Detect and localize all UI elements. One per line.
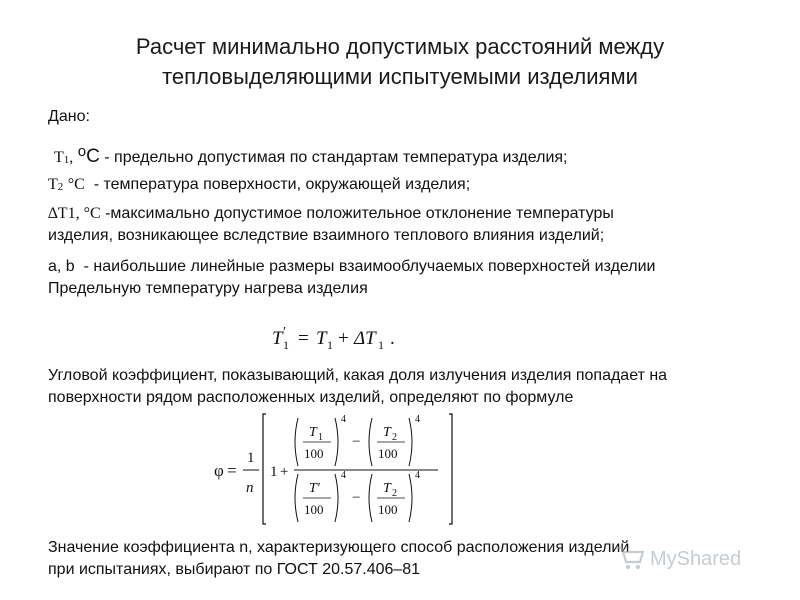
coef-text-1: Значение коэффициента n, характеризующего способ расположения изделий <box>48 539 630 556</box>
limit-temp-text: Предельную температуру нагрева изделия <box>48 280 368 297</box>
t1-unit-degree: o <box>77 143 87 160</box>
f1-lhs: T <box>272 328 283 349</box>
coef-text-2: при испытаниях, выбирают по ГОСТ 20.57.406–81 <box>48 561 421 578</box>
f2-num-t1-sub: 1 <box>318 432 323 443</box>
dt1-symbol: ∆T1, °C <box>48 205 101 222</box>
item-dt1-cont: изделия, возникающее вследствие взаимного теплового влияния изделий; <box>48 227 605 244</box>
watermark-logo <box>612 540 762 576</box>
f2-den-tp: T′ <box>309 481 320 496</box>
formula-limit-temperature <box>272 322 412 356</box>
f2-den-t2-sub: 2 <box>392 488 397 499</box>
f2-num-100b: 100 <box>378 446 398 461</box>
slide-title <box>0 32 800 92</box>
f2-phi: φ <box>214 461 224 480</box>
f2-plus: + <box>280 464 289 480</box>
f1-dot: . <box>390 328 395 349</box>
t2-symbol: T <box>48 176 58 193</box>
f1-delta: ΔT <box>354 328 376 349</box>
t2-desc: - температура поверхности, окружающей изделия; <box>93 176 471 193</box>
angular-text-1: Угловой коэффициент, показывающий, какая доля излучения изделия попадает на <box>48 367 668 384</box>
f1-delta-sub: 1 <box>378 338 384 352</box>
item-dt1 <box>48 203 614 225</box>
t2-unit: °C <box>67 176 85 193</box>
f1-t: T <box>316 328 327 349</box>
f2-num-t2-sub: 2 <box>392 432 397 443</box>
watermark-text: MyShared <box>650 548 742 570</box>
item-t1 <box>54 141 568 171</box>
t1-sub: 1 <box>63 154 70 166</box>
given-label: Дано: <box>48 108 90 125</box>
f2-num-t2: T <box>383 425 391 440</box>
t1-unit-c: C <box>86 146 100 167</box>
dt1-desc: -максимально допустимое положительное отклонение температуры <box>105 205 614 222</box>
f2-den-pow-b: 4 <box>415 470 420 481</box>
ab-symbol: a, b <box>48 258 75 275</box>
title-line-2: тепловыделяющими испытуемыми изделиями <box>162 64 638 89</box>
f2-num-pow-b: 4 <box>415 414 420 425</box>
item-t2 <box>48 174 470 198</box>
item-ab <box>48 256 656 278</box>
f1-plus: + <box>338 328 349 349</box>
f2-one: 1 <box>270 464 278 480</box>
f1-lhs-sub: 1 <box>283 338 289 352</box>
f2-den-100b: 100 <box>378 502 398 517</box>
ab-desc: - наибольшие линейные размеры взаимооблучаемых поверхностей изделии <box>83 258 656 275</box>
f2-num-t1: T <box>309 425 317 440</box>
f1-t-sub: 1 <box>327 338 333 352</box>
t1-desc: - предельно допустимая по стандартам температура изделия; <box>104 149 568 166</box>
t1-symbol: T <box>54 149 64 166</box>
title-line-1: Расчет минимально допустимых расстояний между <box>135 34 665 59</box>
f2-num-100a: 100 <box>304 446 324 461</box>
f1-prime: ′ <box>283 325 287 340</box>
angular-text-2: поверхности рядом расположенных изделий, определяют по формуле <box>48 389 574 406</box>
f2-one-top: 1 <box>247 450 255 466</box>
t1-unit-sep: , <box>69 149 74 166</box>
f2-num-minus: − <box>352 434 361 450</box>
f2-den-t2: T <box>383 481 391 496</box>
f2-num-pow-a: 4 <box>341 414 346 425</box>
watermark-cart-icon <box>616 548 643 569</box>
f2-den-minus: − <box>352 490 361 506</box>
f2-eq: = <box>227 461 237 480</box>
f2-n: n <box>246 480 254 496</box>
t2-sub: 2 <box>57 181 64 193</box>
f2-den-pow-a: 4 <box>341 470 346 481</box>
f2-den-100a: 100 <box>304 502 324 517</box>
f1-eq: = <box>298 328 309 349</box>
formula-angular-coefficient <box>214 410 454 528</box>
